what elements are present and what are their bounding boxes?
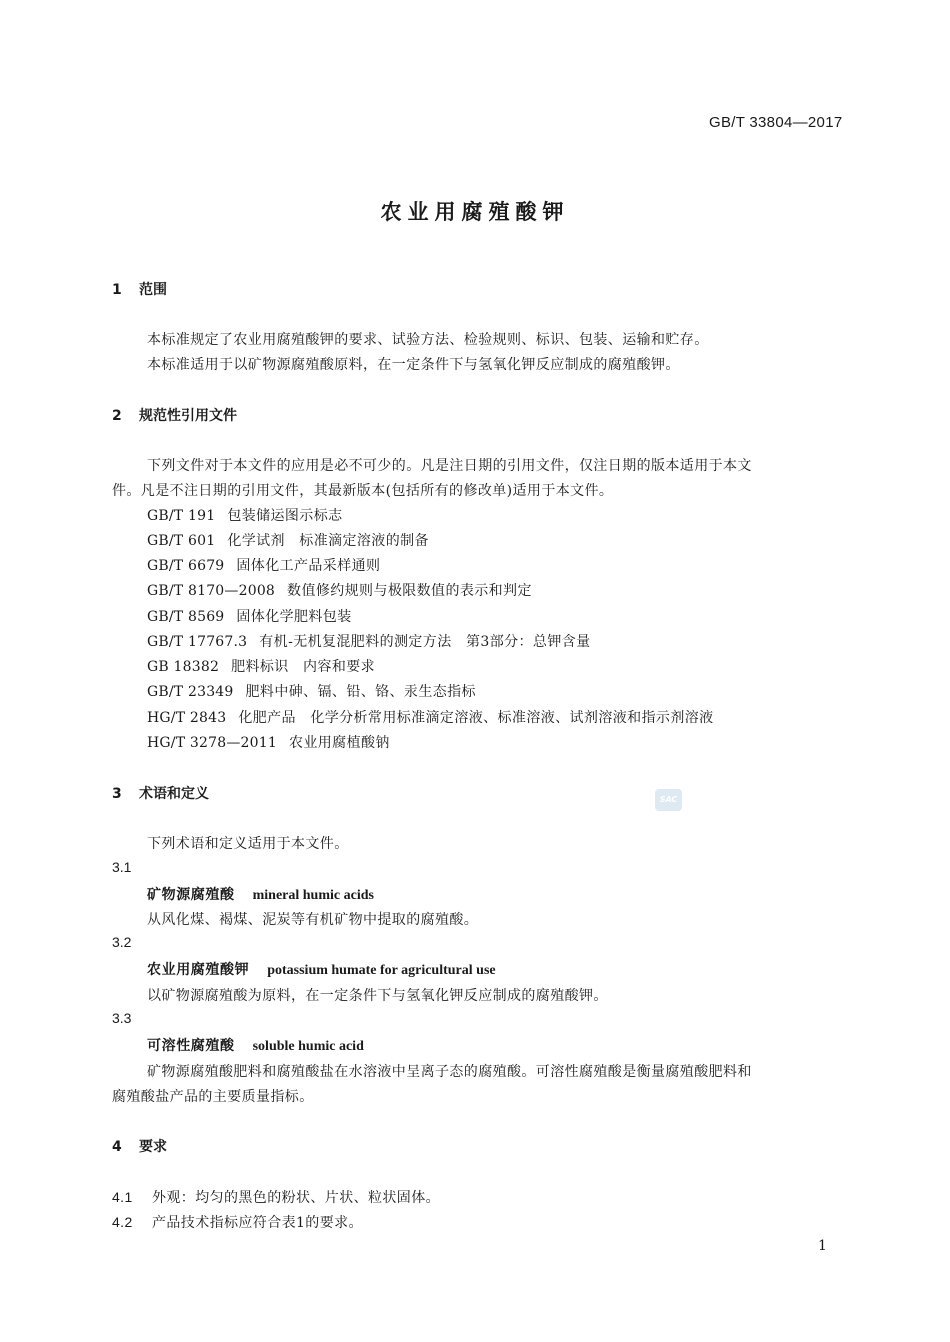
section-2-heading — [112, 405, 237, 425]
section-title: 术语和定义 — [139, 786, 209, 802]
term-zh: 可溶性腐殖酸 — [147, 1038, 235, 1054]
reference-title: 肥料中砷、镉、铅、铬、汞生态指标 — [245, 684, 476, 700]
reference-title: 农业用腐植酸钠 — [288, 735, 390, 751]
reference-item — [147, 631, 591, 651]
reference-code: GB/T 8569 — [147, 609, 225, 625]
standard-number: GB/T 33804—2017 — [709, 114, 843, 131]
reference-code: GB 18382 — [147, 659, 220, 675]
section-4-heading — [112, 1136, 167, 1156]
reference-code: GB/T 601 — [147, 533, 216, 549]
term-number: 3.3 — [112, 1010, 132, 1026]
reference-title: 固体化工产品采样通则 — [236, 558, 381, 574]
reference-title: 固体化学肥料包装 — [236, 609, 352, 625]
reference-item — [147, 606, 352, 626]
section-title: 范围 — [139, 282, 167, 298]
section-number: 2 — [112, 408, 122, 424]
reference-title: 有机-无机复混肥料的测定方法 第3部分：总钾含量 — [259, 634, 591, 650]
paragraph-continuation: 件。凡是不注日期的引用文件，其最新版本(包括所有的修改单)适用于本文件。 — [112, 483, 614, 499]
reference-item — [147, 580, 532, 600]
term-number: 3.1 — [112, 859, 132, 875]
sac-watermark-logo: SAC — [655, 789, 682, 811]
requirement-text: 外观：均匀的黑色的粉状、片状、粒状固体。 — [152, 1190, 440, 1206]
reference-code: HG/T 3278—2011 — [147, 735, 277, 751]
term-zh: 矿物源腐殖酸 — [147, 887, 235, 903]
term-zh: 农业用腐殖酸钾 — [147, 962, 250, 978]
reference-code: GB/T 17767.3 — [147, 634, 248, 650]
reference-item — [147, 530, 429, 550]
requirement-item — [112, 1187, 440, 1207]
reference-title: 肥料标识 内容和要求 — [231, 659, 376, 675]
paragraph: 下列文件对于本文件的应用是必不可少的。凡是注日期的引用文件，仅注日期的版本适用于本文 — [147, 458, 752, 474]
reference-item — [147, 707, 714, 727]
term-en: potassium humate for agricultural use — [267, 963, 496, 978]
reference-code: GB/T 23349 — [147, 684, 234, 700]
section-number: 3 — [112, 786, 122, 802]
section-number: 1 — [112, 282, 122, 298]
reference-title: 包装储运图示标志 — [227, 508, 343, 524]
requirement-item — [112, 1212, 363, 1232]
reference-code: GB/T 8170—2008 — [147, 583, 276, 599]
term-name — [147, 884, 374, 904]
term-definition-continuation: 腐殖酸盐产品的主要质量指标。 — [112, 1089, 314, 1105]
reference-title: 化肥产品 化学分析常用标准滴定溶液、标准溶液、试剂溶液和指示剂溶液 — [238, 710, 714, 726]
term-en: mineral humic acids — [252, 888, 374, 903]
section-number: 4 — [112, 1139, 122, 1155]
requirement-number: 4.1 — [112, 1189, 133, 1205]
term-definition: 从风化煤、褐煤、泥炭等有机矿物中提取的腐殖酸。 — [147, 912, 479, 928]
requirement-text: 产品技术指标应符合表1的要求。 — [152, 1215, 363, 1231]
paragraph: 下列术语和定义适用于本文件。 — [147, 836, 349, 852]
reference-item — [147, 681, 476, 701]
section-title: 规范性引用文件 — [139, 408, 237, 424]
section-title: 要求 — [139, 1139, 167, 1155]
reference-code: GB/T 191 — [147, 508, 216, 524]
reference-code: HG/T 2843 — [147, 710, 227, 726]
term-number: 3.2 — [112, 934, 132, 950]
term-name — [147, 1035, 364, 1055]
document-title: 农业用腐殖酸钾 — [380, 200, 570, 224]
reference-title: 数值修约规则与极限数值的表示和判定 — [287, 583, 532, 599]
reference-item — [147, 656, 375, 676]
section-1-heading — [112, 279, 167, 299]
reference-title: 化学试剂 标准滴定溶液的制备 — [227, 533, 429, 549]
section-3-heading — [112, 783, 209, 803]
reference-item — [147, 555, 380, 575]
paragraph: 本标准规定了农业用腐殖酸钾的要求、试验方法、检验规则、标识、包装、运输和贮存。 — [147, 332, 709, 348]
reference-item — [147, 732, 390, 752]
page-number: 1 — [818, 1238, 827, 1254]
reference-item — [147, 505, 343, 525]
reference-code: GB/T 6679 — [147, 558, 225, 574]
requirement-number: 4.2 — [112, 1214, 133, 1230]
term-en: soluble humic acid — [252, 1039, 364, 1054]
paragraph: 本标准适用于以矿物源腐殖酸原料，在一定条件下与氢氧化钾反应制成的腐殖酸钾。 — [147, 357, 680, 373]
term-definition: 矿物源腐殖酸肥料和腐殖酸盐在水溶液中呈离子态的腐殖酸。可溶性腐殖酸是衡量腐殖酸肥料和 — [147, 1064, 752, 1080]
term-definition: 以矿物源腐殖酸为原料，在一定条件下与氢氧化钾反应制成的腐殖酸钾。 — [147, 988, 608, 1004]
term-name — [147, 959, 496, 979]
